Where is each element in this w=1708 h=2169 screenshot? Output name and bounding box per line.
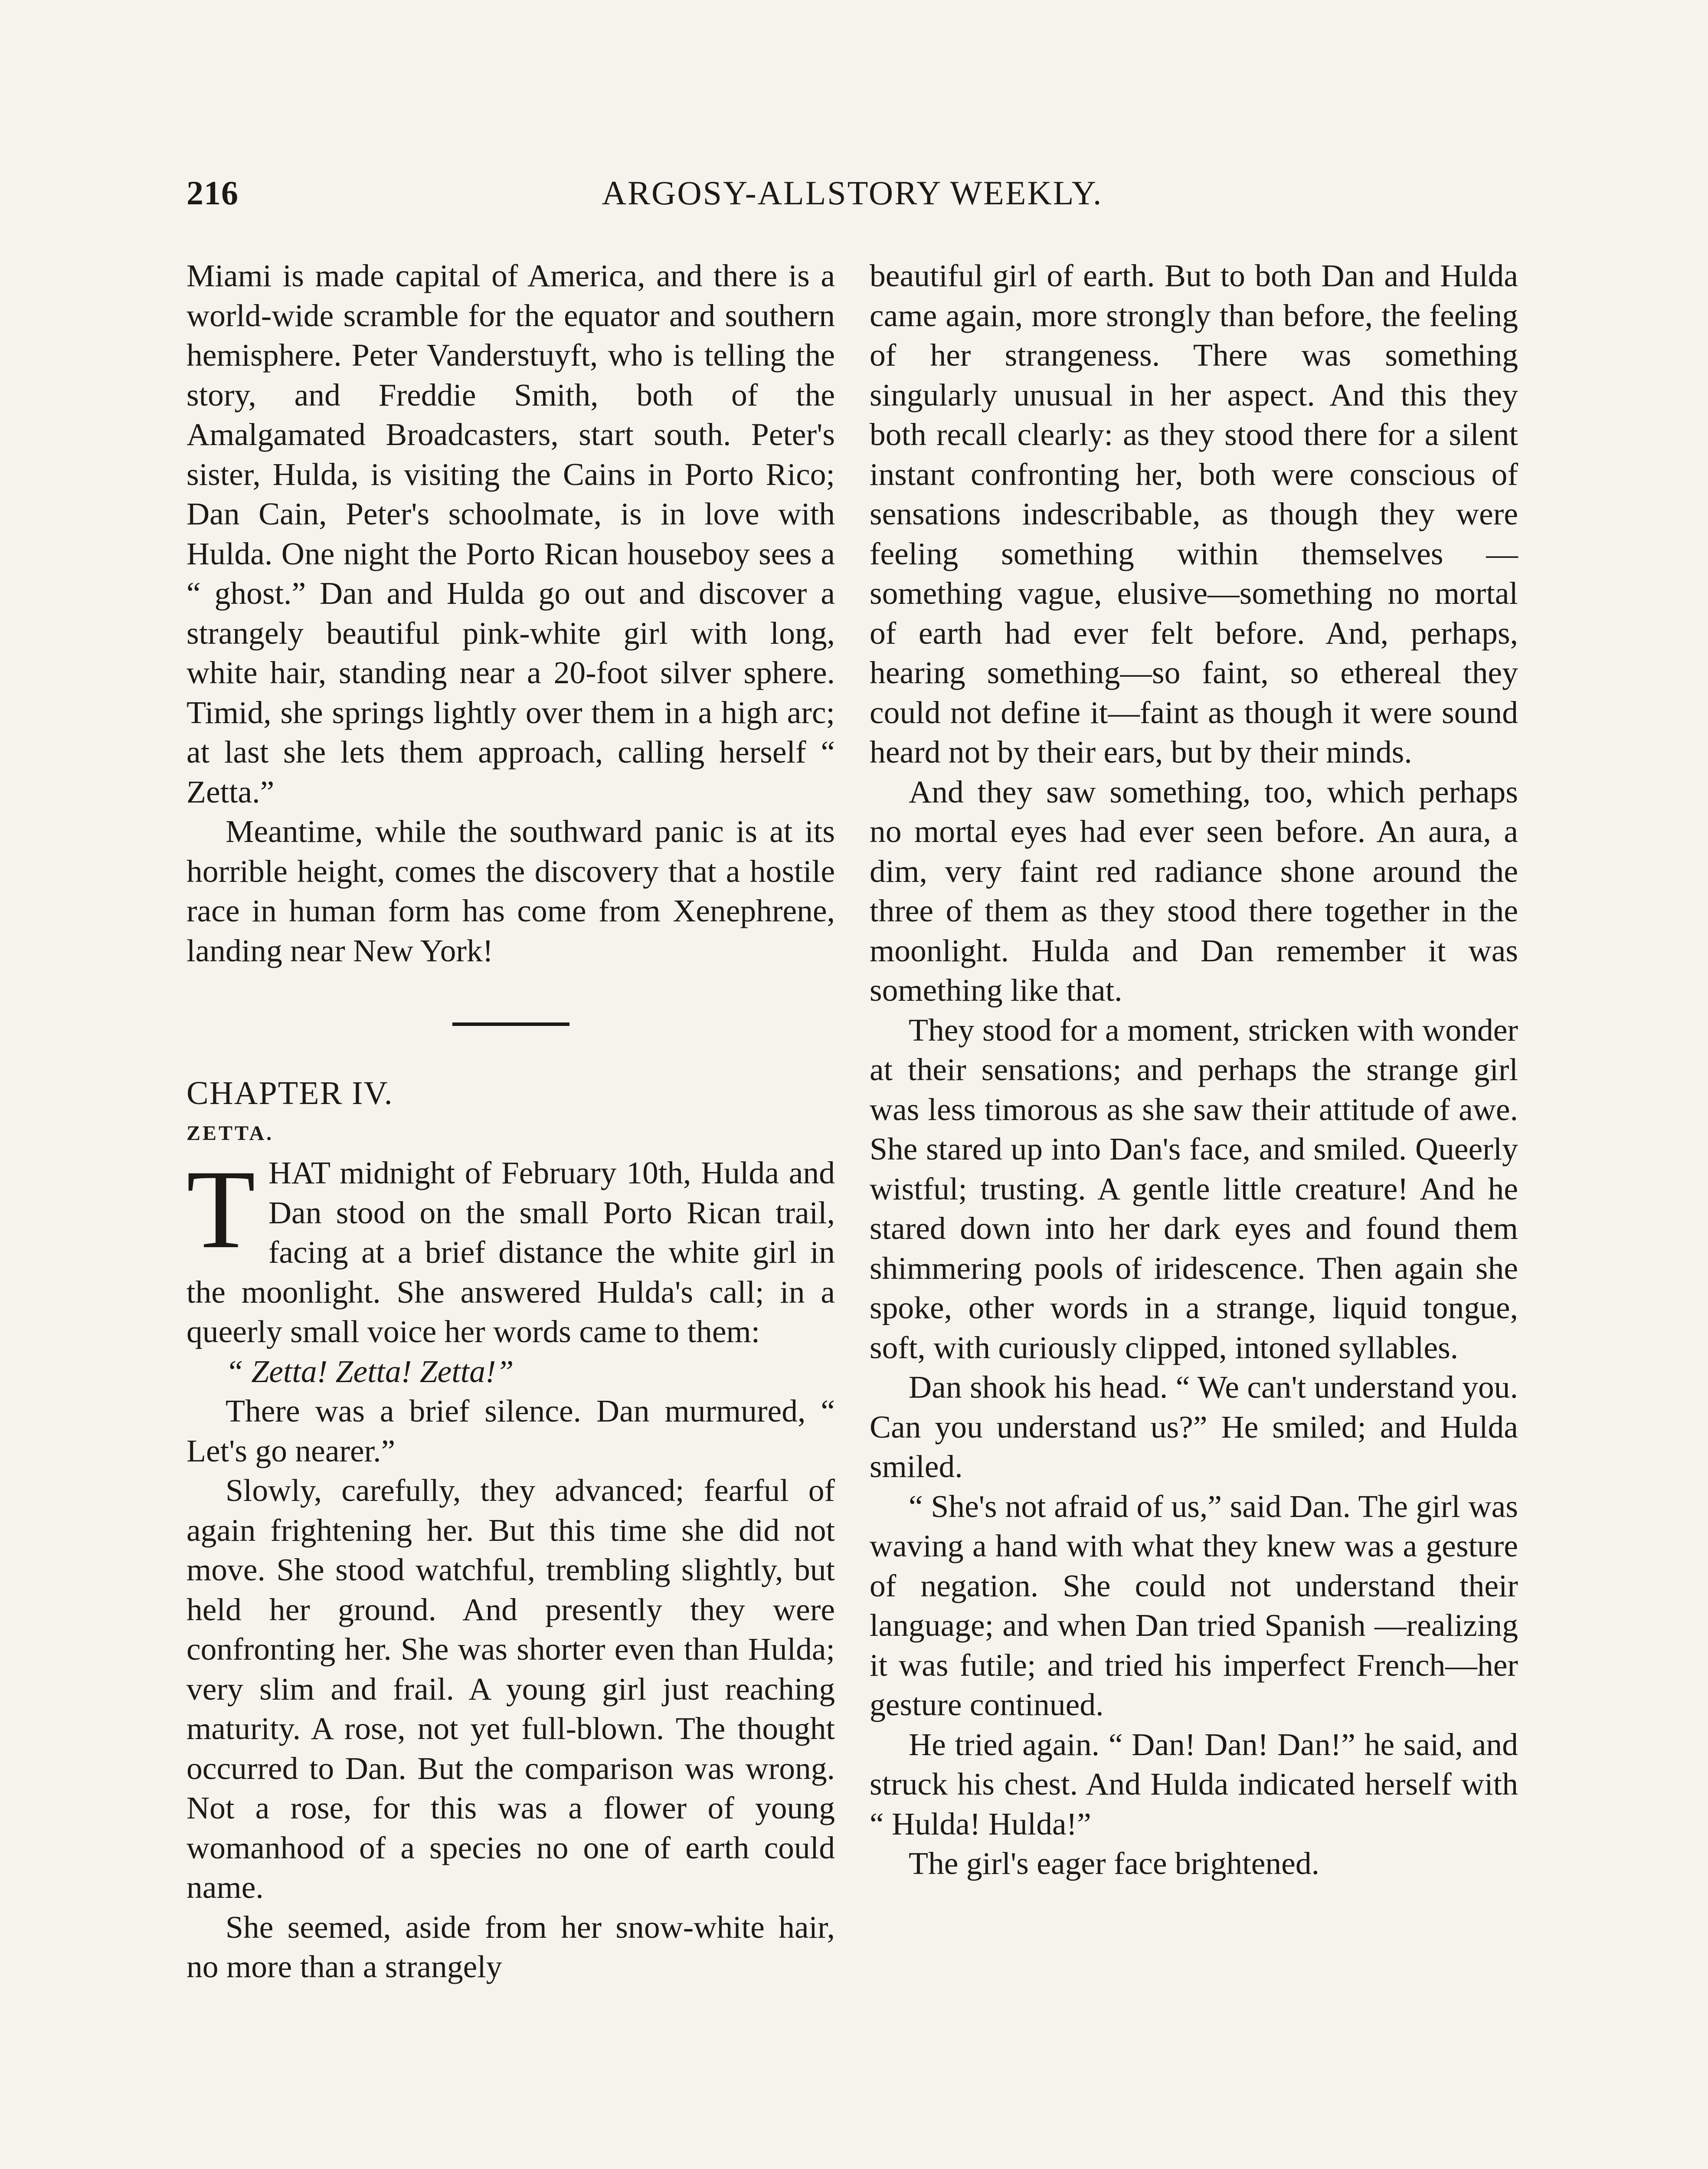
- body-paragraph: The girl's eager face brightened.: [909, 1845, 1320, 1881]
- left-column: [187, 256, 835, 1987]
- opening-paragraph: [187, 1147, 835, 1352]
- page-number: 216: [187, 174, 239, 212]
- body-paragraph: There was a brief silence. Dan murmured, “ Let's go nearer.”: [187, 1393, 835, 1468]
- body-paragraph: And they saw something, too, which perhaps no mortal eyes had ever seen before. An aura, a dim, very faint red radiance shone around the three of them as they stood there together in the moonlight. Hulda and Dan remember it was something like that.: [870, 773, 1518, 1008]
- running-head: ARGOSY-ALLSTORY WEEKLY.: [602, 174, 1103, 212]
- section-divider: [452, 1022, 569, 1026]
- body-paragraph: “ Zetta! Zetta! Zetta!”: [226, 1353, 514, 1389]
- body-paragraph: Dan shook his head. “ We can't understand you. Can you understand us?” He smiled; and Hulda smiled.: [870, 1369, 1518, 1484]
- body-paragraph: They stood for a moment, stricken with wonder at their sensations; and perhaps the strange girl was less timorous as she saw their attitude of awe. She stared up into Dan's face, and smiled. Queerly wistful; trusting. A gentle little creature! And he stared down into her dark eyes and found them shimmering pools of iridescence. Then again she spoke, other words in a strange, liquid tongue, soft, with curiously clipped, intoned syllables.: [870, 1012, 1518, 1365]
- summary-paragraph: Meantime, while the southward panic is at its horrible height, comes the discovery that a hostile race in human form has come from Xenephrene, landing near New York!: [187, 813, 835, 968]
- opening-text: HAT midnight of February 10th, Hulda and Dan stood on the small Porto Rican trail, facing at a brief distance the white girl in the moonlight. She answered Hulda's call; in a queerly small voice her words came to them:: [187, 1155, 835, 1349]
- body-paragraph: “ She's not afraid of us,” said Dan. The girl was waving a hand with what they knew was a gesture of negation. She could not understand their language; and when Dan tried Spanish —realizing it was futile; and tried his imperfect French—her gesture continued.: [870, 1488, 1518, 1722]
- chapter-heading: CHAPTER IV.: [187, 1075, 393, 1111]
- body-paragraph: She seemed, aside from her snow-white hair, no more than a strangely: [187, 1909, 835, 1984]
- page-header: [187, 174, 1518, 221]
- body-paragraph: He tried again. “ Dan! Dan! Dan!” he said, and struck his chest. And Hulda indicated herself with “ Hulda! Hulda!”: [870, 1726, 1518, 1841]
- summary-paragraph: Miami is made capital of America, and there is a world-wide scramble for the equator and southern hemisphere. Peter Vanderstuyft, who is telling the story, and Freddie Smith, both of the Amalgamated Broadcasters, start south. Peter's sister, Hulda, is visiting the Cains in Porto Rico; Dan Cain, Peter's schoolmate, is in love with Hulda. One night the Porto Rican houseboy sees a “ ghost.” Dan and Hulda go out and discover a strangely beautiful pink-white girl with long, white hair, standing near a 20-foot silver sphere. Timid, she springs lightly over them in a high arc; at last she lets them approach, calling herself “ Zetta.”: [187, 258, 835, 809]
- right-column: [870, 256, 1518, 1884]
- body-paragraph: Slowly, carefully, they advanced; fearful of again frightening her. But this time she did not move. She stood watchful, trembling slightly, but held her ground. And presently they were confronting her. She was shorter even than Hulda; very slim and frail. A young girl just reaching maturity. A rose, not yet full-blown. The thought occurred to Dan. But the comparison was wrong. Not a rose, for this was a flower of young womanhood of a species no one of earth could name.: [187, 1472, 835, 1905]
- drop-cap: T: [187, 1147, 255, 1272]
- chapter-title: ZETTA.: [187, 1121, 274, 1145]
- body-paragraph: beautiful girl of earth. But to both Dan and Hulda came again, more strongly than before, the feeling of her strangeness. There was something singularly unusual in her aspect. And this they both recall clearly: as they stood there for a silent instant confronting her, both were conscious of sensations indescribable, as though they were feeling something within themselves — something vague, elusive—something no mortal of earth had ever felt before. And, perhaps, hearing something—so faint, so ethereal they could not define it—faint as though it were sound heard not by their ears, but by their minds.: [870, 258, 1518, 770]
